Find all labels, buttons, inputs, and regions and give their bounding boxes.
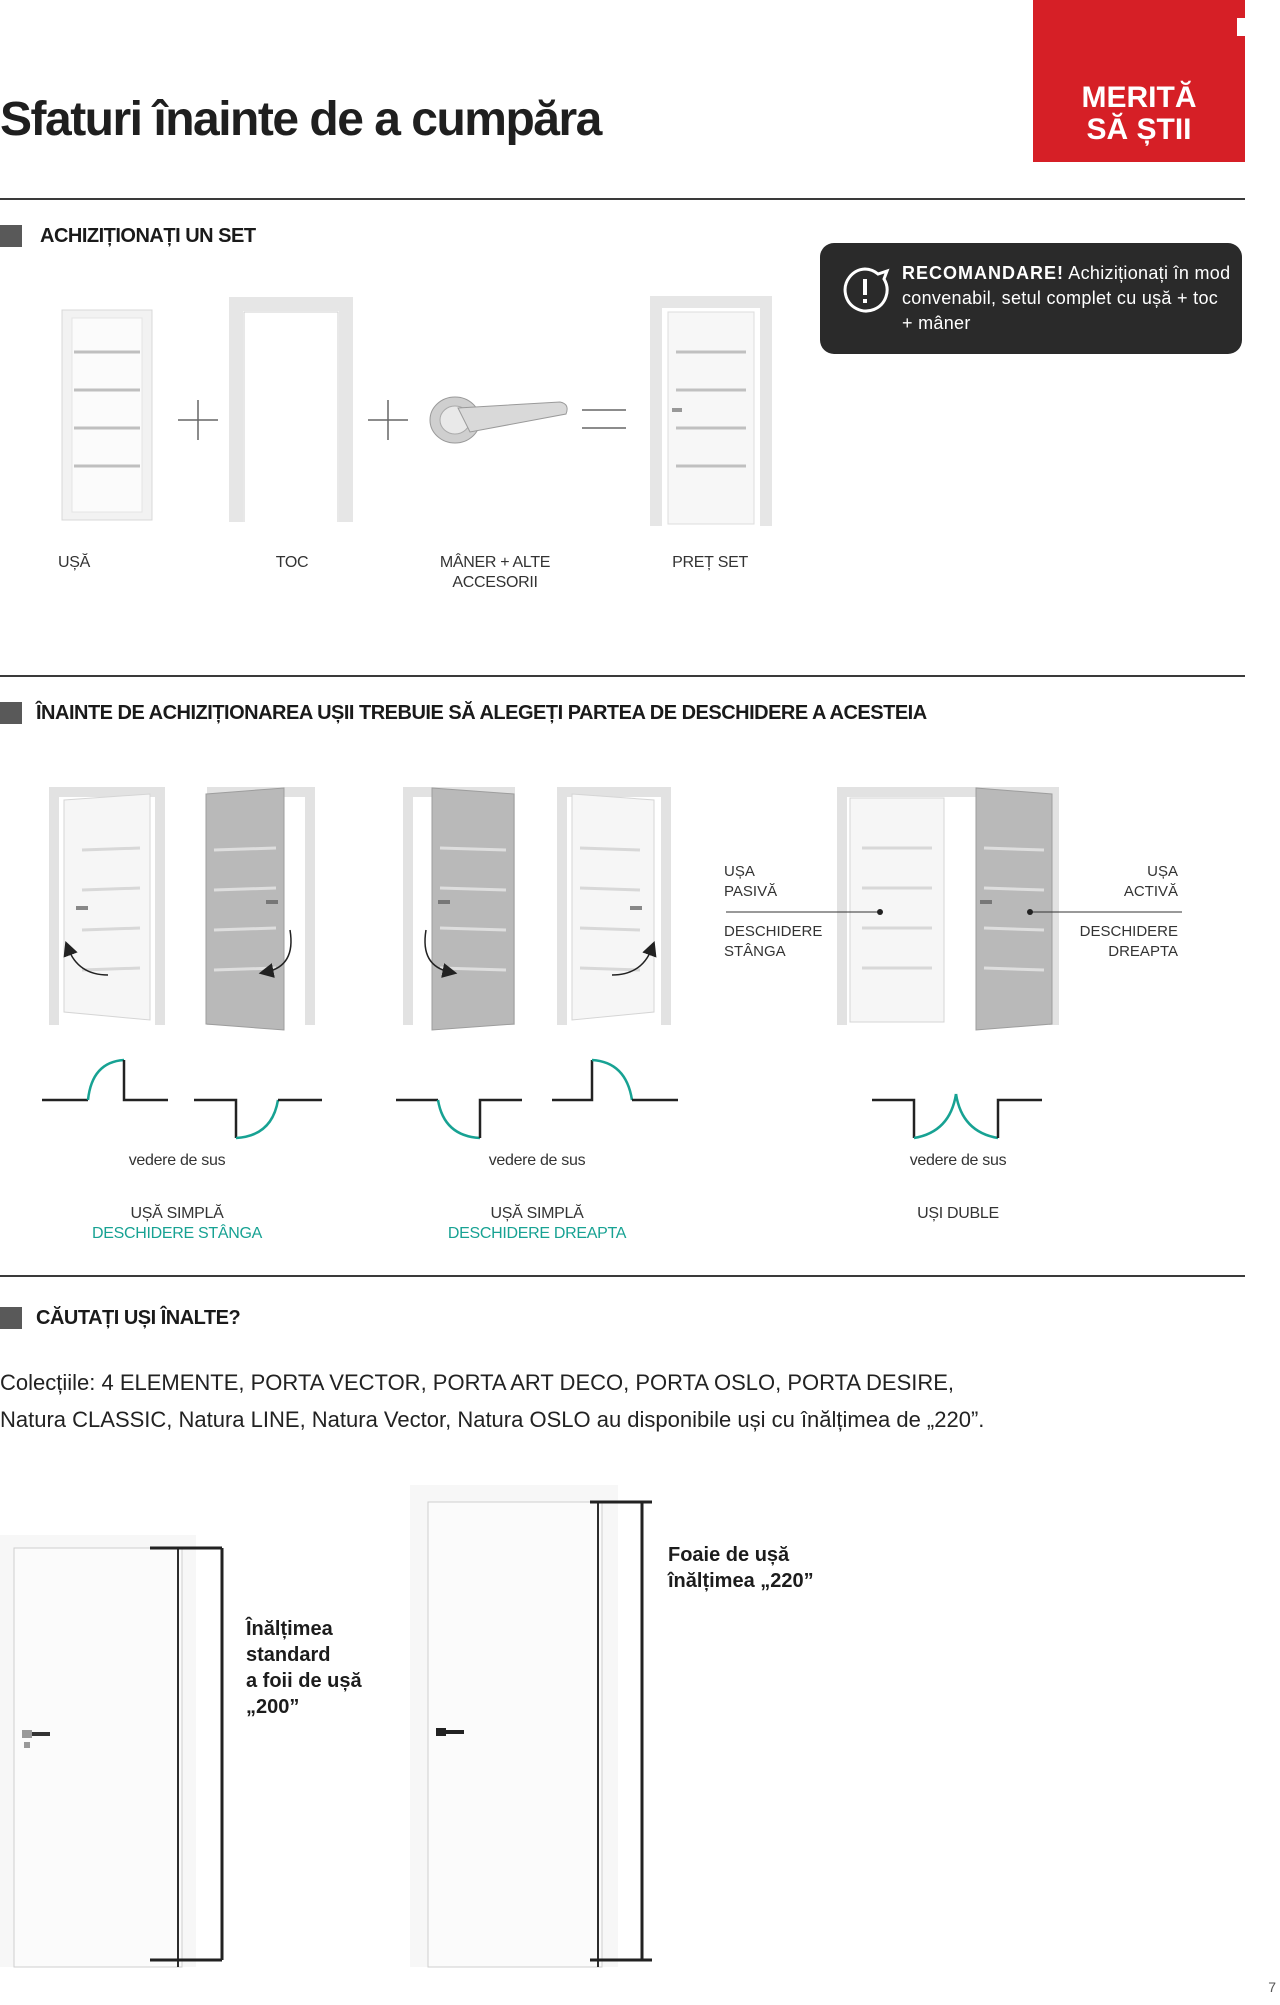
collections-line-2: Natura CLASSIC, Natura LINE, Natura Vector, Natura OSLO au disponibile uși cu înălțimea de „220”. (0, 1407, 985, 1432)
top-view-caption: vedere de sus (488, 1152, 586, 1169)
section-title-opening-side: ÎNAINTE DE ACHIZIȚIONAREA UȘII TREBUIE SĂ ALEGEȚI PARTEA DE DESCHIDERE A ACESTEIA (36, 702, 927, 724)
standard-height-line-2: standard (246, 1644, 331, 1666)
standard-height-line-1: Înălțimea (246, 1618, 333, 1640)
right-opening-label (1058, 922, 1178, 962)
group-right-line-1: UȘĂ SIMPLĂ (490, 1205, 584, 1222)
group-left-line-1: UȘĂ SIMPLĂ (130, 1205, 224, 1222)
badge-line-2: SĂ ȘTII (1086, 113, 1192, 146)
caption-handle-line-1: MÂNER + ALTE (439, 554, 551, 571)
equals-icon (582, 410, 626, 428)
caption-frame: TOC (275, 554, 309, 571)
section-bullet (0, 225, 22, 247)
section-title-set: ACHIZIȚIONAȚI UN SET (40, 225, 256, 247)
active-door-label (1078, 862, 1178, 902)
badge-line-1: MERITĂ (1081, 81, 1197, 114)
door-right-open-back (408, 788, 514, 1030)
passive-door-label (724, 862, 777, 902)
top-view-right-1 (396, 1100, 522, 1138)
group-caption-left (77, 1204, 277, 1244)
tall-door-image (410, 1485, 652, 1967)
plus-icon (178, 400, 218, 440)
caption-door: UȘĂ (58, 554, 90, 571)
handle-image (430, 397, 567, 443)
caption-handle-line-2: ACCESORII (452, 574, 538, 591)
section-bullet (0, 1307, 22, 1329)
active-door-line-2: ACTIVĂ (1123, 883, 1178, 900)
door-height-comparison (0, 1480, 700, 1970)
divider (0, 1275, 1245, 1277)
badge-notch (1237, 18, 1247, 36)
recommendation-label: RECOMANDARE! (902, 263, 1064, 283)
passive-door-line-2: PASIVĂ (724, 883, 778, 900)
active-door-line-1: UȘA (1147, 863, 1178, 880)
collections-line-1: Colecțiile: 4 ELEMENTE, PORTA VECTOR, PORTA ART DECO, PORTA OSLO, PORTA DESIRE, (0, 1370, 955, 1395)
door-image (62, 310, 152, 520)
tall-height-line-2: înălțimea „220” (668, 1570, 814, 1592)
top-view-caption: vedere de sus (128, 1152, 226, 1169)
double-door-image (842, 788, 1054, 1030)
left-opening-line-2: STÂNGA (724, 943, 786, 960)
group-caption-double (858, 1204, 1058, 1224)
group-caption-right (437, 1204, 637, 1244)
right-opening-line-2: DREAPTA (1108, 943, 1178, 960)
divider (0, 675, 1245, 677)
group-left-line-2: DESCHIDERE STÂNGA (91, 1225, 263, 1242)
frame-image (236, 304, 346, 522)
caption-handle (420, 553, 570, 593)
group-double-line-1: UȘI DUBLE (917, 1205, 999, 1222)
plus-icon (368, 400, 408, 440)
top-view-double (872, 1094, 1042, 1138)
section-bullet (0, 702, 22, 724)
badge-text (1033, 82, 1245, 146)
door-left-open-front (54, 792, 160, 1025)
standard-door-image (0, 1535, 222, 1967)
page-title: Sfaturi înainte de a cumpăra (0, 93, 601, 146)
left-opening-line-1: DESCHIDERE (724, 923, 823, 940)
standard-height-line-3: a foii de ușă (246, 1670, 362, 1692)
recommendation-box (820, 243, 1242, 354)
top-view-right-2 (552, 1060, 678, 1100)
left-opening-label (724, 922, 822, 962)
door-set-image (656, 302, 766, 526)
door-right-open-front (562, 792, 666, 1025)
door-left-open-back (206, 788, 310, 1030)
standard-height-line-4: „200” (246, 1696, 300, 1718)
divider (0, 198, 1245, 200)
exclamation-bubble-icon (840, 265, 890, 315)
caption-set-price: PREȚ SET (672, 554, 748, 571)
recommendation-text (902, 261, 1232, 336)
standard-height-label (246, 1616, 362, 1720)
tall-height-line-1: Foaie de ușă (668, 1544, 790, 1566)
section-title-tall-doors: CĂUTAȚI UȘI ÎNALTE? (36, 1307, 241, 1329)
right-opening-line-1: DESCHIDERE (1079, 923, 1178, 940)
recommendation-body: Achiziționați în mod convenabil, setul complet cu ușă + toc + mâner (902, 263, 1231, 333)
page-number: 7 (1268, 1979, 1276, 1995)
group-right-line-2: DESCHIDERE DREAPTA (447, 1225, 627, 1242)
set-illustration (0, 290, 800, 540)
passive-door-line-1: UȘA (724, 863, 755, 880)
top-view-left-2 (194, 1100, 322, 1138)
tall-height-label (668, 1542, 814, 1594)
top-view-left-1 (42, 1060, 168, 1100)
top-view-caption: vedere de sus (909, 1152, 1007, 1169)
